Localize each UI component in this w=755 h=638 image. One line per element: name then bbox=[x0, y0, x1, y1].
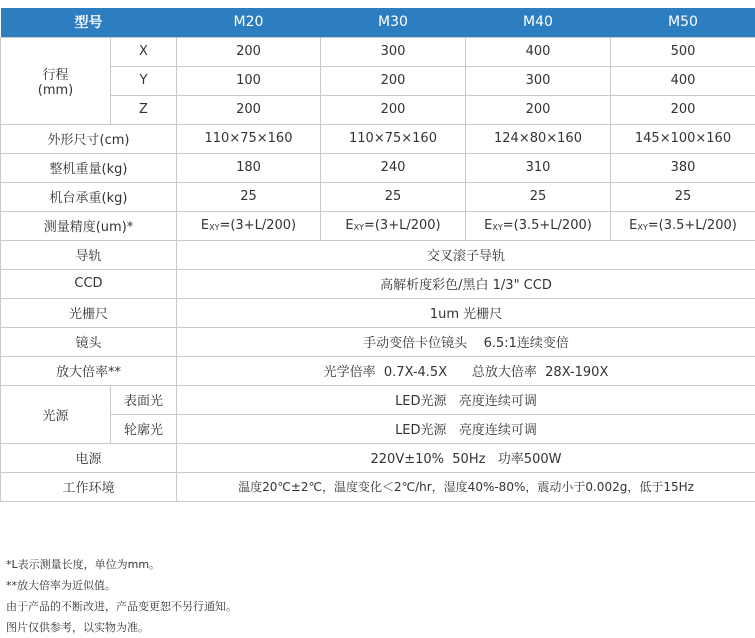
table-cell: 110×75×160 bbox=[177, 124, 321, 153]
axis-label: Y bbox=[111, 66, 177, 95]
axis-label: X bbox=[111, 37, 177, 66]
table-cell: 25 bbox=[321, 182, 466, 211]
travel-label-line1: 行程 bbox=[1, 64, 110, 83]
grating-row bbox=[1, 298, 755, 327]
table-cell: 124×80×160 bbox=[466, 124, 611, 153]
footnote-change-notice: 由于产品的不断改进，产品变更恕不另行通知。 bbox=[6, 596, 237, 617]
travel-row-x bbox=[1, 37, 755, 66]
table-cell: 25 bbox=[177, 182, 321, 211]
dimensions-label: 外形尺寸(cm) bbox=[1, 124, 177, 153]
ccd-label: CCD bbox=[1, 269, 177, 298]
model-m30: M30 bbox=[321, 8, 466, 37]
light-row-contour bbox=[1, 414, 755, 443]
surface-light-label: 表面光 bbox=[111, 385, 177, 414]
table-cell: 400 bbox=[466, 37, 611, 66]
grating-label: 光栅尺 bbox=[1, 298, 177, 327]
table-cell: 400 bbox=[611, 66, 755, 95]
table-cell: EXY=(3.5+L/200) bbox=[466, 211, 611, 240]
surface-light-value: LED光源 亮度连续可调 bbox=[177, 385, 755, 414]
accuracy-row bbox=[1, 211, 755, 240]
spec-table bbox=[0, 8, 755, 502]
grating-value: 1um 光栅尺 bbox=[177, 298, 755, 327]
table-cell: 200 bbox=[321, 95, 466, 124]
contour-light-label: 轮廓光 bbox=[111, 414, 177, 443]
footnote-image-reference: 图片仅供参考，以实物为准。 bbox=[6, 617, 237, 638]
travel-row-z bbox=[1, 95, 755, 124]
table-cell: 180 bbox=[177, 153, 321, 182]
table-cell: 310 bbox=[466, 153, 611, 182]
power-row bbox=[1, 443, 755, 472]
model-m40: M40 bbox=[466, 8, 611, 37]
table-cell: 110×75×160 bbox=[321, 124, 466, 153]
table-cell: 380 bbox=[611, 153, 755, 182]
axis-label: Z bbox=[111, 95, 177, 124]
power-label: 电源 bbox=[1, 443, 177, 472]
magnification-value: 光学倍率 0.7X-4.5X 总放大倍率 28X-190X bbox=[177, 356, 755, 385]
table-cell: 500 bbox=[611, 37, 755, 66]
table-cell: 200 bbox=[611, 95, 755, 124]
footnote-measure-length: *L表示测量长度，单位为mm。 bbox=[6, 554, 237, 575]
guide-value: 交叉滚子导轨 bbox=[177, 240, 755, 269]
table-cell: 200 bbox=[177, 95, 321, 124]
table-cell: 100 bbox=[177, 66, 321, 95]
lens-row bbox=[1, 327, 755, 356]
table-cell: EXY=(3.5+L/200) bbox=[611, 211, 755, 240]
table-cell: 200 bbox=[177, 37, 321, 66]
environment-row bbox=[1, 472, 755, 501]
light-row-surface bbox=[1, 385, 755, 414]
travel-row-y bbox=[1, 66, 755, 95]
light-label: 光源 bbox=[1, 385, 111, 443]
contour-light-value: LED光源 亮度连续可调 bbox=[177, 414, 755, 443]
table-cell: 200 bbox=[321, 66, 466, 95]
accuracy-label: 测量精度(um)* bbox=[1, 211, 177, 240]
table-cell: EXY=(3+L/200) bbox=[177, 211, 321, 240]
table-cell: EXY=(3+L/200) bbox=[321, 211, 466, 240]
ccd-row bbox=[1, 269, 755, 298]
header-row bbox=[1, 8, 755, 37]
guide-row bbox=[1, 240, 755, 269]
magnification-row bbox=[1, 356, 755, 385]
power-value: 220V±10% 50Hz 功率500W bbox=[177, 443, 755, 472]
ccd-value: 高解析度彩色/黑白 1/3" CCD bbox=[177, 269, 755, 298]
lens-value: 手动变倍卡位镜头 6.5:1连续变倍 bbox=[177, 327, 755, 356]
weight-row bbox=[1, 153, 755, 182]
table-cell: 300 bbox=[321, 37, 466, 66]
lens-label: 镜头 bbox=[1, 327, 177, 356]
footnote-magnification: **放大倍率为近似值。 bbox=[6, 575, 237, 596]
model-label: 型号 bbox=[1, 8, 177, 37]
dimensions-row bbox=[1, 124, 755, 153]
model-m20: M20 bbox=[177, 8, 321, 37]
table-cell: 25 bbox=[466, 182, 611, 211]
magnification-label: 放大倍率** bbox=[1, 356, 177, 385]
table-cell: 200 bbox=[466, 95, 611, 124]
table-cell: 240 bbox=[321, 153, 466, 182]
travel-label-line2: (mm) bbox=[1, 83, 110, 98]
environment-label: 工作环境 bbox=[1, 472, 177, 501]
load-row bbox=[1, 182, 755, 211]
table-cell: 300 bbox=[466, 66, 611, 95]
weight-label: 整机重量(kg) bbox=[1, 153, 177, 182]
load-label: 机台承重(kg) bbox=[1, 182, 177, 211]
environment-value: 温度20℃±2℃，温度变化＜2℃/hr，湿度40%-80%，震动小于0.002g，低于15Hz bbox=[177, 472, 755, 501]
travel-label bbox=[1, 37, 111, 124]
table-cell: 145×100×160 bbox=[611, 124, 755, 153]
table-cell: 25 bbox=[611, 182, 755, 211]
footnotes bbox=[6, 554, 237, 638]
model-m50: M50 bbox=[611, 8, 755, 37]
guide-label: 导轨 bbox=[1, 240, 177, 269]
